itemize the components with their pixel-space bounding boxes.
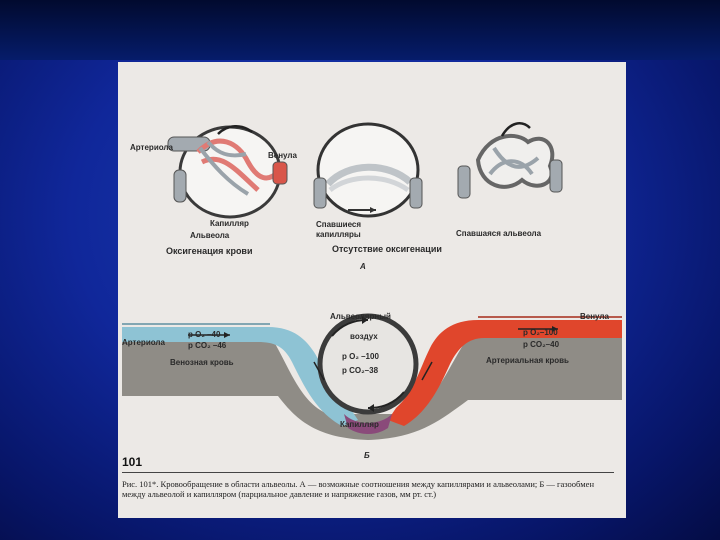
alveolus-collapsed-capillaries [314, 124, 422, 216]
label-venule-a: Венула [268, 151, 297, 160]
alveolar-pco2: р CO₂–38 [342, 366, 379, 375]
label-venous-blood: Венозная кровь [170, 358, 234, 367]
alveolus-collapsed [458, 123, 562, 198]
arteriole-po2: р O₂ –40 [188, 330, 221, 339]
label-alveolar-air-1: Альвеолярный [330, 312, 391, 321]
panel-a-letter: А [360, 262, 366, 271]
label-collapsed-capillaries-2: капилляры [316, 230, 361, 239]
venule-po2: р O₂–100 [523, 328, 558, 337]
label-alveolus-a: Альвеола [190, 231, 230, 240]
label-collapsed-capillaries-1: Спавшиеся [316, 220, 362, 229]
alveolar-po2: р O₂ –100 [342, 352, 379, 361]
label-collapsed-alveolus: Спавшаяся альвеола [456, 229, 542, 238]
label-capillary-b: Капилляр [340, 420, 379, 429]
figure-caption: Рис. 101*. Кровообращение в области альвеолы. А — возможные соотношения между капиллярами и альвеолами; Б — газообмен между альвеолой и капилляром (парциальное давление и напряжение газов, мм рт. ст.) [122, 479, 594, 499]
label-alveolar-air-2: воздух [350, 332, 378, 341]
venule-pco2: р CO₂–40 [523, 340, 560, 349]
caption-divider [122, 472, 614, 473]
slide-title-bar [0, 0, 720, 60]
label-arteriole-a: Артериола [130, 143, 173, 152]
label-venule-b: Венула [580, 312, 609, 321]
figure-drawing [118, 62, 626, 518]
label-oxygenation: Оксигенация крови [166, 246, 253, 256]
label-arteriole-b: Артериола [122, 338, 165, 347]
panel-b-letter: Б [364, 451, 370, 460]
arteriole-pco2: р CO₂ –46 [188, 341, 227, 350]
label-capillary-a: Капилляр [210, 219, 249, 228]
figure-scan [118, 62, 626, 518]
label-no-oxygenation: Отсутствие оксигенации [332, 244, 442, 254]
alveolus-oxygenated [168, 126, 287, 217]
figure-number: 101 [122, 455, 143, 469]
label-arterial-blood: Артериальная кровь [486, 356, 569, 365]
